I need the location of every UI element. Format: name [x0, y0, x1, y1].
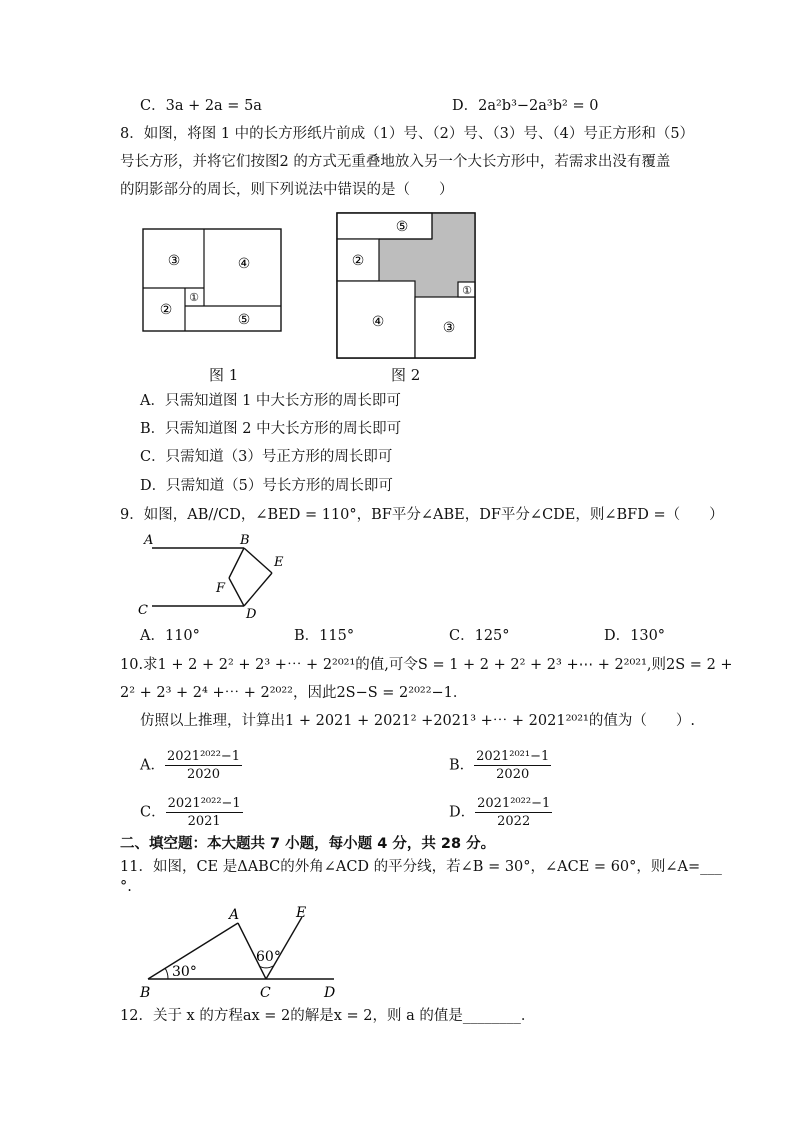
q7-option-d: D．2a²b³−2a³b² = 0 — [452, 98, 599, 114]
fig1-shape-4: ④ — [237, 256, 251, 272]
fig1-shape-1: ① — [189, 291, 199, 304]
q10-option-a-den: 2020 — [186, 767, 221, 782]
q9-point-c: C — [138, 603, 148, 618]
q8-option-c: C．只需知道（3）号正方形的周长即可 — [140, 449, 393, 465]
fig2-label: 图 2 — [391, 366, 421, 384]
q9-option-d: D．130° — [604, 628, 666, 644]
q10-option-d-num: 2021²⁰²²−1 — [477, 796, 551, 811]
q9-option-a: A．110° — [140, 628, 200, 644]
fig2-shape-4: ④ — [371, 314, 385, 330]
q8-stem-line1: 8．如图，将图 1 中的长方形纸片前成（1）号、（2）号、（3）号、（4）号正方形和（5） — [120, 126, 695, 142]
fig2-shape-5: ⑤ — [395, 219, 409, 235]
q11-point-e: E — [296, 905, 307, 921]
q9-stem: 9．如图，AB//CD，∠BED = 110°，BF平分∠ABE，DF平分∠CDE，则∠BFD =（ ） — [120, 507, 724, 523]
q10-line2: 2² + 2³ + 2⁴ +⋯ + 2²⁰²²，因此2S−S = 2²⁰²²−1． — [120, 685, 468, 701]
q8-stem-line2: 号长方形，并将它们按图2 的方式无重叠地放入另一个大长方形中，若需求出没有覆盖 — [120, 154, 671, 170]
q9-point-a: A — [144, 533, 154, 548]
q10-line1: 10.求1 + 2 + 2² + 2³ +⋯ + 2²⁰²¹的值,可令S = 1 + 2 + 2² + 2³ +⋯ + 2²⁰²¹,则2S = 2 + — [120, 657, 733, 673]
q10-option-a-label: A． — [140, 757, 165, 774]
q11-angle-c-label: 60° — [256, 949, 281, 965]
q10-option-d-den: 2022 — [497, 814, 531, 829]
q9-option-c: C．125° — [449, 628, 510, 644]
q10-option-b-label: B． — [449, 757, 475, 774]
q12-text: 12．关于 x 的方程ax = 2的解是x = 2，则 a 的值是________． — [120, 1008, 536, 1024]
q11-point-a: A — [229, 907, 240, 923]
q11-line2: °. — [120, 879, 132, 895]
q11-line1: 11．如图，CE 是ΔABC的外角∠ACD 的平分线，若∠B = 30°，∠ACE = 60°，则∠A=___ — [120, 859, 722, 875]
q9-point-e: E — [274, 555, 284, 570]
q10-option-a-num: 2021²⁰²²−1 — [166, 749, 241, 764]
section-2-title: 二、填空题：本大题共 7 小题，每小题 4 分，共 28 分。 — [120, 836, 496, 852]
q8-stem-line3: 的阴影部分的周长，则下列说法中错误的是（ ） — [120, 182, 454, 198]
q10-line3: 仿照以上推理，计算出1 + 2021 + 2021² +2021³ +⋯ + 2021²⁰²¹的值为（ ）. — [140, 713, 695, 729]
q10-option-d — [449, 795, 552, 830]
q11-point-b: B — [140, 985, 151, 1001]
q10-option-c-den: 2021 — [187, 814, 221, 829]
q10-option-d-label: D． — [449, 804, 476, 821]
q11-angle-b-label: 30° — [172, 964, 197, 980]
fig2-shape-1: ① — [462, 284, 472, 297]
q10-option-c — [140, 795, 243, 830]
q10-option-b — [449, 748, 551, 783]
q11-point-d: D — [324, 985, 336, 1001]
fig1-shape-2: ② — [159, 302, 173, 318]
fig2-shape-3: ③ — [442, 320, 456, 336]
q11-point-c: C — [260, 985, 271, 1001]
q8-figure-1 — [142, 228, 284, 334]
q10-option-a — [140, 748, 242, 783]
q10-option-b-num: 2021²⁰²¹−1 — [476, 749, 550, 764]
q10-option-b-den: 2020 — [496, 767, 530, 782]
fig2-shape-2: ② — [351, 253, 365, 269]
q8-option-b: B．只需知道图 2 中大长方形的周长即可 — [140, 421, 402, 437]
q10-option-c-num: 2021²⁰²²−1 — [167, 796, 241, 811]
fig1-label: 图 1 — [209, 366, 239, 384]
q9-figure — [136, 530, 296, 622]
q9-point-f: F — [216, 581, 226, 596]
q8-option-d: D．只需知道（5）号长方形的周长即可 — [140, 478, 393, 494]
fig1-shape-5: ⑤ — [237, 312, 251, 328]
q10-option-c-label: C． — [140, 804, 166, 821]
q9-option-b: B．115° — [294, 628, 355, 644]
q11-figure — [138, 903, 348, 1003]
q8-option-a: A．只需知道图 1 中大长方形的周长即可 — [140, 393, 401, 409]
q9-point-d: D — [246, 607, 257, 622]
q9-point-b: B — [240, 533, 250, 548]
q8-figure-2 — [336, 212, 478, 362]
fig1-shape-3: ③ — [167, 253, 181, 269]
q7-option-c: C．3a + 2a = 5a — [140, 98, 262, 114]
